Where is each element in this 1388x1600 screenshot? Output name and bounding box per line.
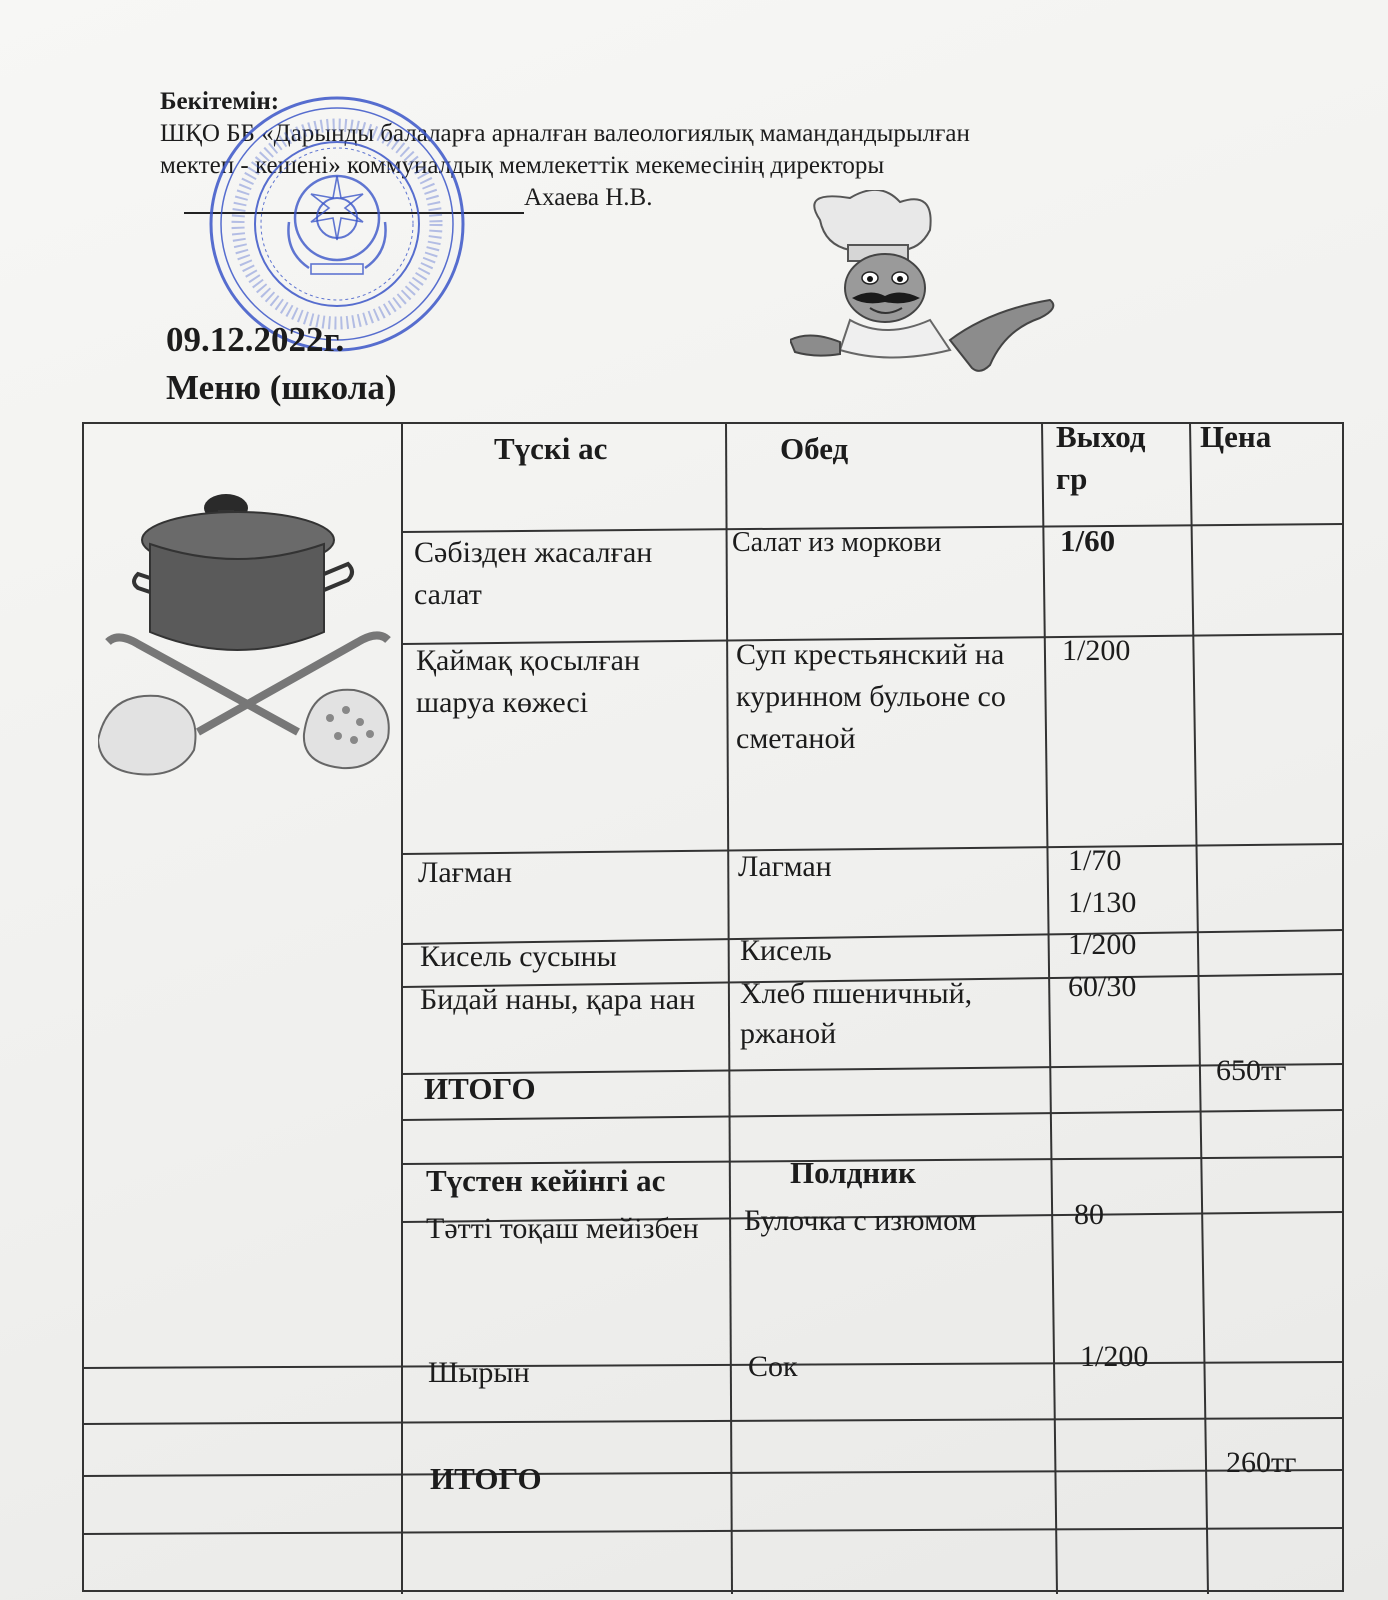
lunch-row-3-kz: Лағман bbox=[418, 856, 513, 889]
lunch-row-5-ru: Хлеб пшеничный, ржаной bbox=[740, 977, 973, 1050]
lunch-row-3-yield: 1/70 1/130 bbox=[1068, 844, 1137, 919]
menu-table-grid bbox=[82, 422, 1362, 1594]
snack-row-2-yield: 1/200 bbox=[1080, 1340, 1149, 1373]
header-kz: Түскі ас bbox=[494, 431, 608, 466]
snack-row-1-kz: Тәтті тоқаш мейізбен bbox=[426, 1212, 699, 1245]
lunch-row-2-yield: 1/200 bbox=[1062, 634, 1131, 667]
header-ru: Обед bbox=[780, 431, 849, 466]
lunch-row-2-ru: Суп крестьянский на куринном бульоне со сметаной bbox=[736, 638, 1006, 755]
snack-row-1-yield: 80 bbox=[1074, 1198, 1104, 1231]
lunch-row-2-kz: Қаймақ қосылған шаруа көжесі bbox=[416, 644, 640, 719]
lunch-row-4-ru: Кисель bbox=[740, 934, 832, 967]
approval-heading: Бекітемін: bbox=[160, 88, 280, 115]
snack-total-label: ИТОГО bbox=[430, 1461, 542, 1496]
lunch-row-4-kz: Кисель сусыны bbox=[420, 940, 617, 973]
snack-row-2-kz: Шырын bbox=[428, 1356, 530, 1389]
menu-date: 09.12.2022г. bbox=[166, 320, 345, 359]
header-yield: Выход гр bbox=[1056, 419, 1146, 496]
lunch-row-4-yield: 1/200 bbox=[1068, 928, 1137, 961]
lunch-row-1-ru: Салат из моркови bbox=[732, 527, 942, 558]
chef-cartoon-image bbox=[790, 190, 1080, 390]
menu-title: Меню (школа) bbox=[166, 368, 397, 407]
lunch-row-1-kz: Сәбізден жасалған салат bbox=[414, 536, 653, 611]
lunch-total-label: ИТОГО bbox=[424, 1071, 536, 1106]
snack-header-ru: Полдник bbox=[790, 1155, 916, 1190]
snack-row-1-ru: Булочка с изюмом bbox=[744, 1204, 977, 1237]
lunch-row-3-ru: Лагман bbox=[738, 850, 832, 883]
lunch-row-5-kz: Бидай наны, қара нан bbox=[420, 983, 696, 1016]
signer-name: Ахаева Н.В. bbox=[524, 184, 653, 211]
approval-line-2: мектеп - кешені» коммуналдық мемлекеттік мекемесінің директоры bbox=[160, 152, 885, 179]
lunch-row-5-yield: 60/30 bbox=[1068, 970, 1137, 1003]
snack-total-price: 260тг bbox=[1226, 1446, 1297, 1479]
snack-row-2-ru: Сок bbox=[748, 1350, 798, 1383]
header-price: Цена bbox=[1200, 419, 1272, 454]
round-seal-stamp bbox=[205, 92, 470, 357]
lunch-total-price: 650тг bbox=[1216, 1054, 1287, 1087]
approval-line-1: ШҚО ББ «Дарынды балаларға арналған валеологиялық мамандандырылған bbox=[160, 120, 970, 147]
lunch-row-1-yield: 1/60 bbox=[1060, 523, 1116, 558]
snack-header-kz: Түстен кейінгі ас bbox=[426, 1163, 666, 1198]
